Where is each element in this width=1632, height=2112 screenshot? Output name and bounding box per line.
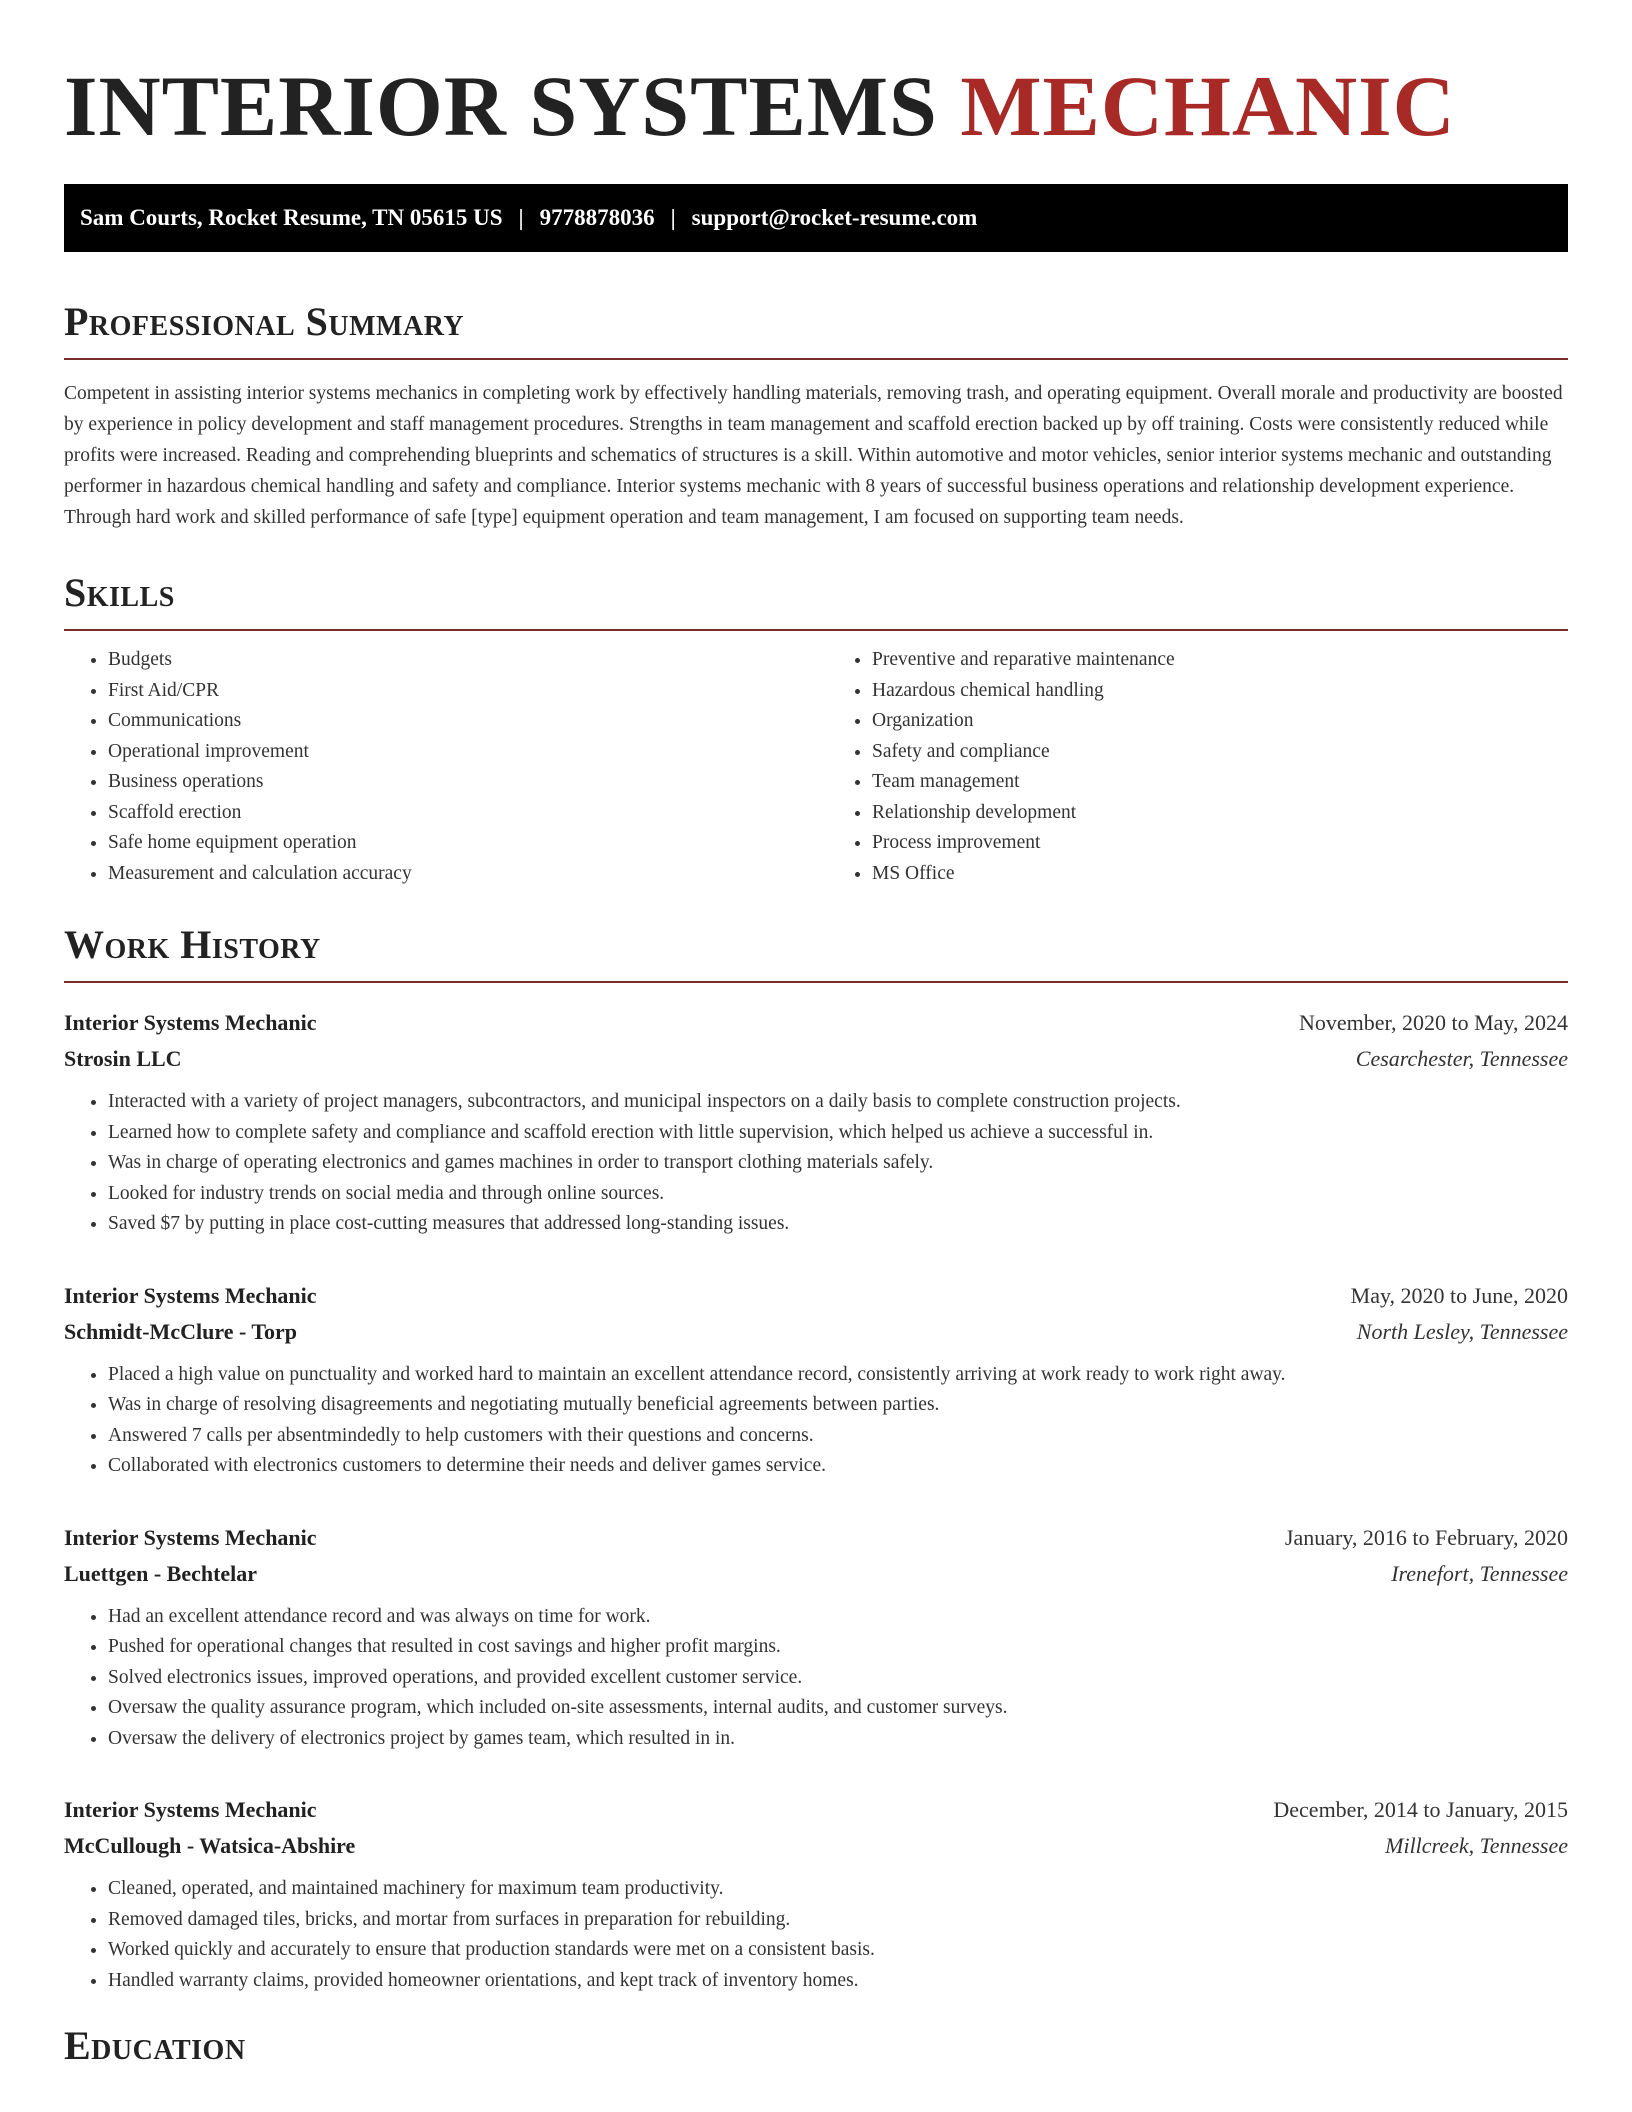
job-duty-item: • Placed a high value on punctuality and worked hard to maintain an excellent attendance record, consistently arriving at work ready to work right away. xyxy=(108,1360,1568,1391)
work-history-heading: Work History xyxy=(64,922,321,967)
skill-item: • Preventive and reparative maintenance xyxy=(872,645,1568,676)
job-location: Millcreek, Tennessee xyxy=(1385,1833,1568,1858)
job-dates: January, 2016 to February, 2020 xyxy=(1284,1524,1568,1550)
job-entry xyxy=(64,1792,1568,1996)
work-history-divider xyxy=(64,981,1568,983)
contact-separator: | xyxy=(518,205,524,230)
contact-address: Sam Courts, Rocket Resume, TN 05615 US xyxy=(80,205,503,230)
job-title: Interior Systems Mechanic xyxy=(64,1524,317,1550)
name-part-1: INTERIOR SYSTEMS xyxy=(64,58,938,154)
skills-list-right xyxy=(828,645,1568,889)
job-duty-item: • Saved $7 by putting in place cost-cutting measures that addressed long-standing issues. xyxy=(108,1209,1568,1240)
job-dates: December, 2014 to January, 2015 xyxy=(1273,1797,1568,1822)
contact-email: support@rocket-resume.com xyxy=(691,205,978,230)
job-duty-item: • Removed damaged tiles, bricks, and mortar from surfaces in preparation for rebuilding. xyxy=(108,1905,1568,1936)
job-duty-item: • Had an excellent attendance record and was always on time for work. xyxy=(108,1602,1568,1633)
job-duty-item: • Worked quickly and accurately to ensure that production standards were met on a consistent basis. xyxy=(108,1935,1568,1966)
job-company-row xyxy=(64,1556,1568,1592)
job-location: Cesarchester, Tennessee xyxy=(1355,1046,1568,1071)
job-duty-item: • Answered 7 calls per absentmindedly to help customers with their questions and concerns. xyxy=(108,1421,1568,1452)
job-company: McCullough - Watsica-Abshire xyxy=(64,1833,356,1858)
job-company: Luettgen - Bechtelar xyxy=(64,1560,258,1586)
contact-separator: | xyxy=(670,205,676,230)
skill-item: • MS Office xyxy=(872,859,1568,890)
job-title: Interior Systems Mechanic xyxy=(64,1797,317,1822)
job-duty-item: • Was in charge of operating electronics and games machines in order to transport clothing materials safely. xyxy=(108,1148,1568,1179)
skill-item: • Team management xyxy=(872,767,1568,798)
job-duties-list xyxy=(64,1874,1568,1996)
work-history-list xyxy=(64,1005,1568,1996)
job-company-row xyxy=(64,1041,1568,1077)
job-header-row xyxy=(64,1792,1568,1828)
skill-item: • Safety and compliance xyxy=(872,737,1568,768)
job-dates: November, 2020 to May, 2024 xyxy=(1299,1010,1568,1035)
job-duties-list xyxy=(64,1602,1568,1755)
contact-phone: 9778878036 xyxy=(539,205,655,230)
resume-name xyxy=(64,56,1568,156)
job-duty-item: • Learned how to complete safety and compliance and scaffold erection with little supervision, which helped us achieve a successful in. xyxy=(108,1118,1568,1149)
job-entry xyxy=(64,1278,1568,1482)
contact-bar xyxy=(64,184,1568,252)
job-title: Interior Systems Mechanic xyxy=(64,1282,317,1308)
job-duty-item: • Oversaw the delivery of electronics project by games team, which resulted in in. xyxy=(108,1724,1568,1755)
skill-item: • First Aid/CPR xyxy=(108,676,804,707)
job-header-row xyxy=(64,1005,1568,1041)
job-duties-list xyxy=(64,1087,1568,1240)
job-header-row xyxy=(64,1520,1568,1556)
skill-item: • Organization xyxy=(872,706,1568,737)
skill-item: • Budgets xyxy=(108,645,804,676)
job-entry xyxy=(64,1520,1568,1755)
skill-item: • Business operations xyxy=(108,767,804,798)
job-duty-item: • Pushed for operational changes that resulted in cost savings and higher profit margins. xyxy=(108,1632,1568,1663)
job-duty-item: • Collaborated with electronics customers to determine their needs and deliver games service. xyxy=(108,1451,1568,1482)
skills-list-left xyxy=(64,645,804,889)
job-company-row xyxy=(64,1314,1568,1350)
job-duty-item: • Was in charge of resolving disagreements and negotiating mutually beneficial agreements between parties. xyxy=(108,1390,1568,1421)
job-entry xyxy=(64,1005,1568,1240)
skills-heading: Skills xyxy=(64,570,175,615)
job-duty-item: • Interacted with a variety of project managers, subcontractors, and municipal inspectors on a daily basis to complete construction projects. xyxy=(108,1087,1568,1118)
skill-item: • Process improvement xyxy=(872,828,1568,859)
skills-grid xyxy=(64,645,1568,889)
skill-item: • Hazardous chemical handling xyxy=(872,676,1568,707)
job-title: Interior Systems Mechanic xyxy=(64,1010,317,1035)
skill-item: • Scaffold erection xyxy=(108,798,804,829)
name-part-2: MECHANIC xyxy=(960,58,1456,154)
education-heading: Education xyxy=(64,2023,246,2068)
job-duty-item: • Handled warranty claims, provided homeowner orientations, and kept track of inventory homes. xyxy=(108,1966,1568,1997)
skill-item: • Operational improvement xyxy=(108,737,804,768)
skill-item: • Safe home equipment operation xyxy=(108,828,804,859)
job-company-row xyxy=(64,1828,1568,1864)
skill-item: • Measurement and calculation accuracy xyxy=(108,859,804,890)
job-location: Irenefort, Tennessee xyxy=(1391,1560,1568,1586)
job-duty-item: • Solved electronics issues, improved operations, and provided excellent customer service. xyxy=(108,1663,1568,1694)
job-duties-list xyxy=(64,1360,1568,1482)
job-duty-item: • Looked for industry trends on social media and through online sources. xyxy=(108,1179,1568,1210)
skills-divider xyxy=(64,629,1568,631)
job-company: Schmidt-McClure - Torp xyxy=(64,1318,298,1344)
skill-item: • Relationship development xyxy=(872,798,1568,829)
job-duty-item: • Cleaned, operated, and maintained machinery for maximum team productivity. xyxy=(108,1874,1568,1905)
job-company: Strosin LLC xyxy=(64,1046,182,1071)
job-duty-item: • Oversaw the quality assurance program, which included on-site assessments, internal audits, and customer surveys. xyxy=(108,1693,1568,1724)
job-dates: May, 2020 to June, 2020 xyxy=(1350,1282,1568,1308)
summary-heading: Professional Summary xyxy=(64,299,465,344)
summary-text: Competent in assisting interior systems mechanics in completing work by effectively handling materials, removing trash, and operating equipment. Overall morale and productivity are boosted by experience in policy development and staff management procedures. Strengths in team management and scaffold erection backed up by off training. Costs were consistently reduced while profits were increased. Reading and comprehending blueprints and schematics of structures is a skill. Within automotive and motor vehicles, senior interior systems mechanic and outstanding performer in hazardous chemical handling and safety and compliance. Interior systems mechanic with 8 years of successful business operations and relationship development experience. Through hard work and skilled performance of safe [type] equipment operation and team management, I am focused on supporting team needs. xyxy=(64,383,1563,528)
job-header-row xyxy=(64,1278,1568,1314)
job-location: North Lesley, Tennessee xyxy=(1356,1318,1568,1344)
skill-item: • Communications xyxy=(108,706,804,737)
summary-divider xyxy=(64,358,1568,360)
